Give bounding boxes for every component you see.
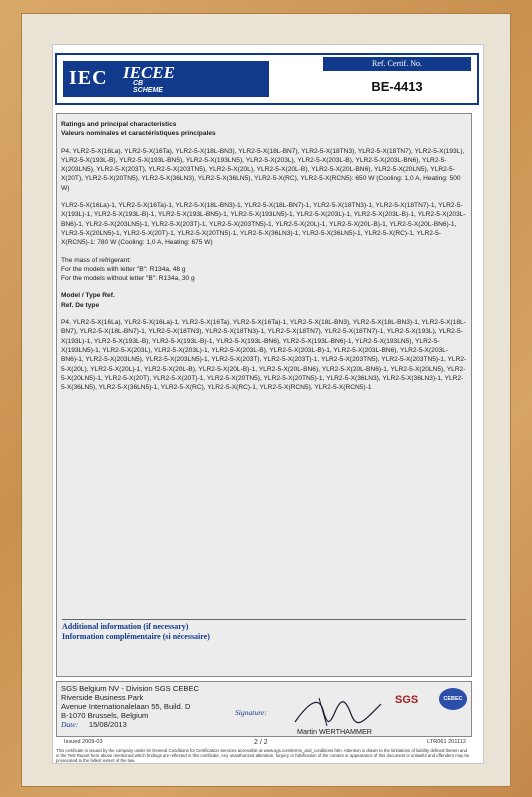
page-number: 2 / 2 (254, 739, 268, 746)
certificate-page (52, 44, 484, 764)
issue-date (61, 721, 199, 730)
handwritten-signature (289, 692, 389, 730)
logo-iec-text: IEC (69, 67, 108, 89)
address-line: B-1070 Brussels, Belgium (61, 710, 149, 720)
signer-name: Martin WERTHAMMER (297, 727, 372, 736)
additional-info (62, 619, 466, 642)
address-line: Riverside Business Park (61, 692, 144, 702)
form-reference: LTR061 201112 (427, 739, 466, 745)
model-list: P4, YLR2-5-X(16La), YLR2-5-X(16La)-1, YLR2-5-X(16Ta), YLR2-5-X(16Ta)-1, YLR2-5-X(18L-BN3), YLR2-5-X(18L-BN3)-1, YLR2-5-X(18L-BN7), YLR2-5-X(18L-BN7)-1, YLR2-5-X(18TN3), YLR2-5-X(18TN3)-1, YLR2-5-X(18TN7), YLR2-5-X(18TN7)-1, YLR2-5-X(193L), YLR2-5-X(193L)-1, YLR2-5-X(193L-B), YLR2-5-X(193L-B)-1, YLR2-5-X(193L-BN6), YLR2-5-X(193L-BN6)-1, YLR2-5-X(193LN5), YLR2-5-X(193LN5)-1, YLR2-5-X(203L), YLR2-5-X(203L)-1, YLR2-5-X(203L-B), YLR2-5-X(203L-B)-1, YLR2-5-X(203L-BN6), YLR2-5-X(203L-BN6)-1, YLR2-5-X(203LN5), YLR2-5-X(203LN5)-1, YLR2-5-X(203T), YLR2-5-X(203T)-1, YLR2-5-X(203TN5), YLR2-5-X(203TN5)-1, YLR2-5-X(20L), YLR2-5-X(20L)-1, YLR2-5-X(20L-B), YLR2-5-X(20L-B)-1, YLR2-5-X(20L-BN6), YLR2-5-X(20L-BN6)-1, YLR2-5-X(20LN5), YLR2-5-X(20LN5)-1, YLR2-5-X(20T), YLR2-5-X(20T)-1, YLR2-5-X(20TN5), YLR2-5-X(20TN5)-1, YLR2-5-X(36LN3), YLR2-5-X(36LN3)-1, YLR2-5-X(36LN5), YLR2-5-X(36LN5)-1, YLR2-5-X(RC), YLR2-5-X(RC)-1, YLR2-5-X(RCN5), YLR2-5-X(RCN5)-1 (61, 319, 467, 392)
address-line: Avenue Internationalelaan 55, Build. D (61, 701, 191, 711)
issuer-footer (56, 681, 472, 737)
iec-iecee-logo (63, 61, 269, 97)
page-footer (56, 739, 470, 747)
refrigerant-with-b: For the models with letter "B": R134a, 48 g (61, 265, 186, 273)
signature-label: Signature: (235, 708, 267, 717)
refrigerant-title: The mass of refrigerant: (61, 256, 131, 264)
certificate-header (55, 53, 479, 105)
model-heading-en: Model / Type Ref. (61, 292, 115, 300)
date-value: 15/08/2013 (88, 719, 127, 729)
legal-disclaimer: This certificate is issued by the company under its General Conditions for Certification Services accessible at www.sgs.com/terms_and_conditions.htm. Attention is drawn to the limitations of liability defined therein and in the Test Report here above mentioned which findings are reflected in this certificate. Any unauthorized alteration, forgery or falsification of the content or appearance of this document is unlawful and offenders may be prosecuted to the fullest extent of the law. (56, 748, 470, 764)
ratings-heading-en: Ratings and principal characteristics (61, 121, 177, 128)
model-heading-fr: Ref. De type (61, 301, 100, 309)
issued-date: Issued 2009-03 (64, 739, 103, 745)
address-line: SGS Belgium NV - Division SGS CEBEC (61, 684, 199, 693)
additional-info-en: Additional information (if necessary) (62, 622, 189, 631)
issuer-address (61, 685, 199, 730)
logo-cb-text: CB (133, 80, 144, 87)
ratings-paragraph-650w: P4, YLR2-5-X(16La), YLR2-5-X(16Ta), YLR2-5-X(18L-BN3), YLR2-5-X(18L-BN7), YLR2-5-X(18TN3), YLR2-5-X(18TN7), YLR2-5-X(193L), YLR2-5-X(193L-B), YLR2-5-X(193L-BN5), YLR2-5-X(193LN5), YLR2-5-X(203L), YLR2-5-X(203L-B), YLR2-5-X(203L-BN6), YLR2-5-X(203LN5), YLR2-5-X(203T), YLR2-5-X(203TN5), YLR2-5-X(20L), YLR2-5-X(20L-B), YLR2-5-X(20L-BN6), YLR2-5-X(20LN5), YLR2-5-X(20T), YLR2-5-X(20TN5), YLR2-5-X(36LN3), YLR2-5-X(36LN5), YLR2-5-X(RC), YLR2-5-X(RCN5): 650 W (Cooling: 1,0 A, Heating: 500 W) (61, 147, 465, 192)
sgs-logo: SGS (395, 694, 419, 706)
logo-scheme-text: SCHEME (133, 87, 163, 94)
cert-ref-number: BE-4413 (371, 79, 423, 94)
cebec-logo: CEBEC (439, 688, 467, 710)
date-label: Date: (61, 719, 79, 729)
additional-info-fr: Information complémentaire (si nécessaire) (62, 632, 210, 641)
ratings-panel (56, 113, 472, 677)
logo-iecee-text: IECEE (123, 63, 175, 82)
cert-ref-label: Ref. Certif. No. (323, 57, 471, 71)
ratings-paragraph-780w: YLR2-5-X(16La)-1, YLR2-5-X(16Ta)-1, YLR2-5-X(18L-BN3)-1, YLR2-5-X(18L-BN7)-1, YLR2-5-X(18TN3)-1, YLR2-5-X(18TN7)-1, YLR2-5-X(193L)-1, YLR2-5-X(193L-B)-1, YLR2-5-X(193L-BN5)-1, YLR2-5-X(193LN5)-1, YLR2-5-X(203L)-1, YLR2-5-X(203L-B)-1, YLR2-5-X(203L-BN6)-1, YLR2-5-X(203LN5)-1, YLR2-5-X(203T)-1, YLR2-5-X(203TN5)-1, YLR2-5-X(20L)-1, YLR2-5-X(20L-B)-1, YLR2-5-X(20L-BN6)-1, YLR2-5-X(20LN5)-1, YLR2-5-X(20T)-1, YLR2-5-X(20TN5)-1, YLR2-5-X(36LN3)-1, YLR2-5-X(36LN5)-1, YLR2-5-X(RC)-1, YLR2-5-X(RCN5)-1: 780 W (Cooling: 1,0 A, Heating: 675 W) (61, 202, 466, 247)
refrigerant-without-b: For the models without letter "B": R134a, 30 g (61, 275, 195, 283)
ratings-heading-fr: Valeurs nominales et caractéristiques principales (61, 130, 216, 138)
